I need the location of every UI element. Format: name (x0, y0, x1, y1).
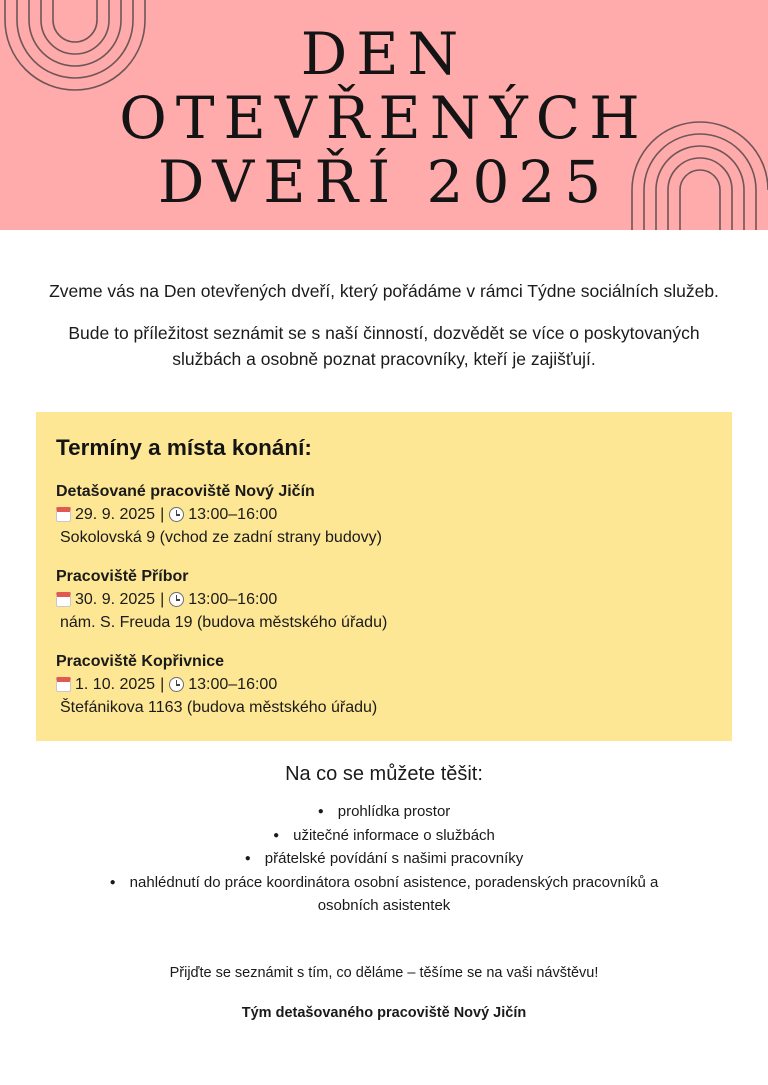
separator: | (160, 676, 165, 693)
title-line-2: OTEVŘENÝCH (119, 84, 649, 152)
list-item: ● nahlédnutí do práce koordinátora osobní asistence, poradenských pracovníků a osobních asistentek (90, 872, 678, 917)
schedule-box (36, 412, 732, 741)
site-name: Pracoviště Příbor (56, 568, 189, 585)
site-name: Pracoviště Kopřivnice (56, 653, 225, 670)
site-name: Detašované pracoviště Nový Jičín (56, 483, 315, 500)
site-address: Štefánikova 1163 (budova městského úřadu) (60, 699, 378, 716)
intro-paragraph-2: Bude to příležitost seznámit se s naší činností, dozvědět se více o poskytovaných službách a osobně poznat pracovníky, kteří je zajišťují. (68, 323, 700, 369)
clock-icon (169, 507, 184, 522)
expect-heading: Na co se můžete těšit: (285, 763, 483, 785)
site-datetime (56, 673, 712, 696)
intro-paragraph-1: Zveme vás na Den otevřených dveří, který pořádáme v rámci Týdne sociálních služeb. (49, 281, 719, 301)
schedule-heading: Termíny a místa konání: (56, 435, 312, 460)
intro-text (40, 278, 728, 372)
site-time: 13:00–16:00 (188, 676, 278, 693)
site-date: 29. 9. 2025 (75, 506, 156, 523)
site-date: 30. 9. 2025 (75, 591, 156, 608)
closing-text: Přijďte se seznámit s tím, co děláme – těšíme se na vaši návštěvu! (169, 965, 599, 981)
list-item: ● prohlídka prostor (90, 801, 678, 825)
calendar-icon (56, 507, 71, 522)
schedule-site (56, 650, 712, 719)
site-address: Sokolovská 9 (vchod ze zadní strany budovy) (60, 529, 382, 546)
schedule-site (56, 565, 712, 634)
clock-icon (169, 677, 184, 692)
clock-icon (169, 592, 184, 607)
title-line-3: DVEŘÍ 2025 (157, 148, 611, 216)
list-item: ● užitečné informace o službách (90, 825, 678, 849)
calendar-icon (56, 677, 71, 692)
header-banner (0, 0, 768, 230)
page-title (0, 22, 768, 214)
separator: | (160, 591, 165, 608)
schedule-site (56, 480, 712, 549)
title-line-1: DEN (300, 20, 468, 88)
site-time: 13:00–16:00 (188, 591, 278, 608)
list-item: ● přátelské povídání s našimi pracovníky (90, 848, 678, 872)
signature: Tým detašovaného pracoviště Nový Jičín (241, 1005, 527, 1021)
site-time: 13:00–16:00 (188, 506, 278, 523)
expect-list (90, 801, 678, 917)
site-datetime (56, 588, 712, 611)
calendar-icon (56, 592, 71, 607)
site-date: 1. 10. 2025 (75, 676, 156, 693)
site-datetime (56, 503, 712, 526)
site-address: nám. S. Freuda 19 (budova městského úřadu) (60, 614, 388, 631)
separator: | (160, 506, 165, 523)
